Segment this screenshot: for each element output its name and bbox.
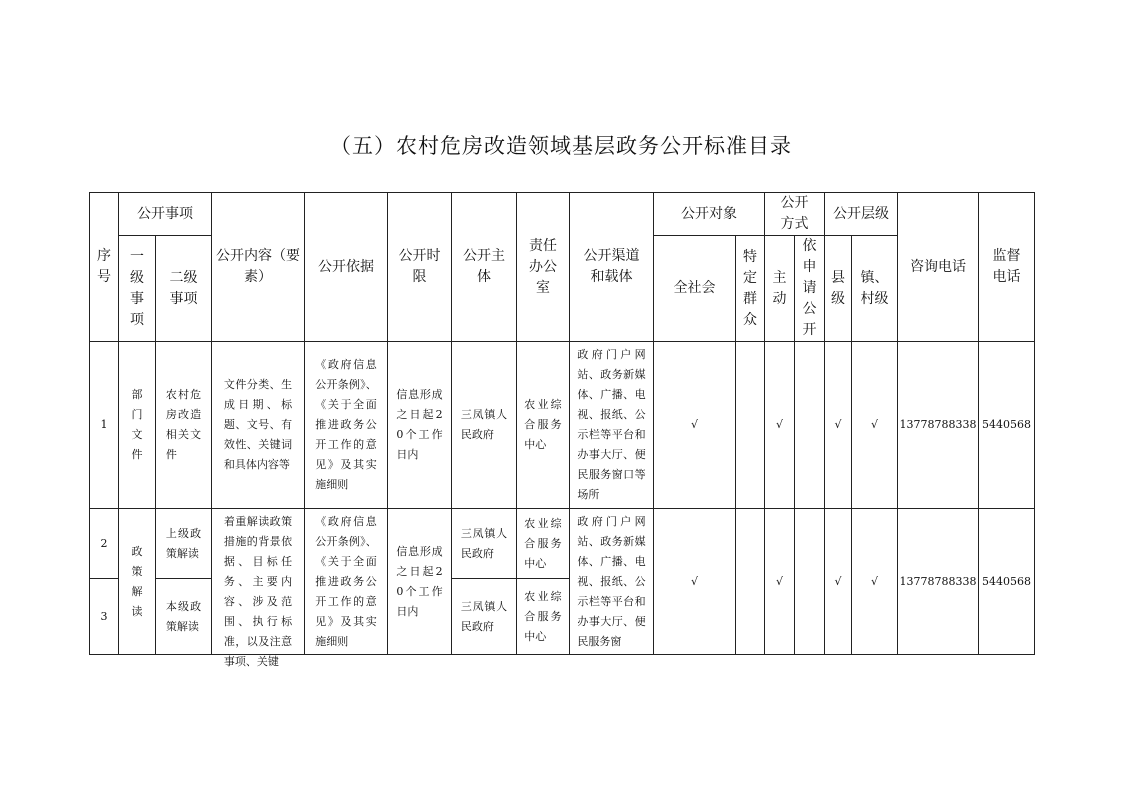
row-target-special	[736, 342, 765, 509]
row-seq: 2	[90, 509, 119, 579]
header-level2: 二级事项	[156, 236, 212, 342]
header-level-town: 镇、村级	[852, 236, 898, 342]
row-office: 农业综合服务中心	[517, 579, 570, 655]
header-level-county: 县级	[825, 236, 852, 342]
row-level-county: √	[825, 509, 852, 655]
row-subject: 三凤镇人民政府	[452, 342, 517, 509]
row-supervise-phone: 5440568	[979, 509, 1035, 655]
row-office: 农业综合服务中心	[517, 342, 570, 509]
row-level-town: √	[852, 342, 898, 509]
header-channel: 公开渠道和载体	[570, 193, 654, 342]
row-channel: 政府门户网站、政务新媒体、广播、电视、报纸、公示栏等平台和办事大厅、便民服务窗	[570, 509, 654, 655]
header-basis: 公开依据	[305, 193, 388, 342]
header-target-special: 特定群众	[736, 236, 765, 342]
row-method-apply	[795, 509, 825, 655]
header-method-active: 主动	[765, 236, 795, 342]
row-content: 文件分类、生成日期、标题、文号、有效性、关键词和具体内容等	[212, 342, 305, 509]
header-target-all: 全社会	[654, 236, 736, 342]
row-consult-phone: 13778788338	[898, 342, 979, 509]
header-level1: 一级事项	[119, 236, 156, 342]
page-title: （五）农村危房改造领域基层政务公开标准目录	[330, 134, 792, 158]
table-row	[90, 509, 1035, 579]
row-consult-phone: 13778788338	[898, 509, 979, 655]
row-office: 农业综合服务中心	[517, 509, 570, 579]
header-time-limit: 公开时限	[388, 193, 452, 342]
header-matter: 公开事项	[119, 193, 212, 236]
header-office: 责任办公室	[517, 193, 570, 342]
row-time-limit: 信息形成之日起20个工作日内	[388, 509, 452, 655]
row-channel: 政府门户网站、政务新媒体、广播、电视、报纸、公示栏等平台和办事大厅、便民服务窗口等场所	[570, 342, 654, 509]
row-level1: 政策解读	[119, 509, 156, 655]
header-seq: 序号	[90, 193, 119, 342]
header-supervise: 监督电话	[979, 193, 1035, 342]
row-supervise-phone: 5440568	[979, 342, 1035, 509]
row-time-limit: 信息形成之日起20个工作日内	[388, 342, 452, 509]
header-level: 公开层级	[825, 193, 898, 236]
row-target-all: √	[654, 509, 736, 655]
row-level2: 上级政策解读	[156, 509, 212, 579]
row-method-active: √	[765, 509, 795, 655]
row-target-special	[736, 509, 765, 655]
row-subject: 三凤镇人民政府	[452, 509, 517, 579]
row-level-town: √	[852, 509, 898, 655]
row-basis: 《政府信息公开条例》、《关于全面推进政务公开工作的意见》及其实施细则	[305, 342, 388, 509]
row-method-active: √	[765, 342, 795, 509]
row-level2: 农村危房改造相关文件	[156, 342, 212, 509]
header-subject: 公开主体	[452, 193, 517, 342]
catalog-table	[89, 192, 1035, 668]
row-seq: 3	[90, 579, 119, 655]
row-subject: 三凤镇人民政府	[452, 579, 517, 655]
header-method: 公开方式	[765, 193, 825, 236]
row-basis: 《政府信息公开条例》、《关于全面推进政务公开工作的意见》及其实施细则	[305, 509, 388, 655]
row-method-apply	[795, 342, 825, 509]
row-level-county: √	[825, 342, 852, 509]
header-target: 公开对象	[654, 193, 765, 236]
header-consult: 咨询电话	[898, 193, 979, 342]
table-row	[90, 342, 1035, 509]
header-content: 公开内容（要素）	[212, 193, 305, 342]
row-level1: 部门文件	[119, 342, 156, 509]
header-method-apply: 依申请公开	[795, 236, 825, 342]
row-target-all: √	[654, 342, 736, 509]
row-seq: 1	[90, 342, 119, 509]
row-level2: 本级政策解读	[156, 579, 212, 655]
row-content: 着重解读政策措施的背景依据、目标任务、主要内容、涉及范围、执行标准，以及注意事项、关键	[212, 509, 305, 655]
